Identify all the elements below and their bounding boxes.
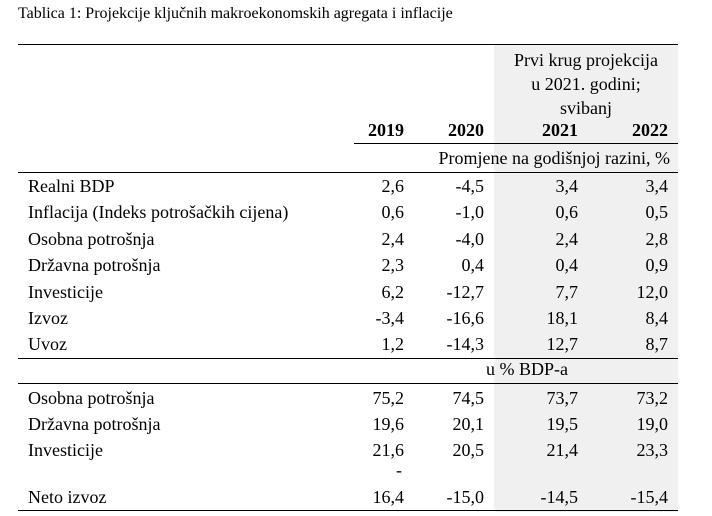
cell-2020: 20,5 (452, 440, 484, 460)
year-header-2020: 2020 (448, 120, 484, 140)
row-label: Državna potrošnja (28, 414, 161, 434)
cell-2022: 3,4 (645, 176, 668, 196)
row-label: Osobna potrošnja (28, 388, 155, 408)
table-row (0, 385, 712, 411)
header-rule (354, 143, 678, 144)
row-label: Izvoz (28, 308, 68, 328)
table-row (0, 305, 712, 331)
table-row (0, 199, 712, 225)
cell-2019: 2,4 (381, 228, 404, 249)
cell-2019: 0,6 (381, 202, 404, 223)
cell-2019: 2,3 (381, 255, 404, 276)
cell-2022: 8,7 (645, 334, 668, 355)
cell-2019: 6,2 (381, 281, 404, 302)
cell-2021: -14,5 (540, 487, 578, 507)
bottom-rule (18, 510, 678, 511)
cell-2019: 21,6 (372, 440, 404, 460)
table-row (0, 484, 712, 510)
cell-2021: 0,6 (555, 202, 578, 223)
row-label: Inflacija (Indeks potrošačkih cijena) (28, 202, 289, 223)
cell-2021: 73,7 (546, 388, 578, 408)
cell-2019: 2,6 (381, 176, 404, 196)
row-label: Investicije (28, 440, 103, 460)
cell-2019: -3,4 (375, 308, 404, 328)
row-label: Uvoz (28, 334, 67, 355)
table-row (0, 437, 712, 463)
cell-2022: 2,8 (645, 228, 668, 249)
table-row (0, 173, 712, 199)
cell-2020: -14,3 (446, 334, 484, 355)
cell-2020: 20,1 (452, 414, 484, 434)
cell-2020: -16,6 (446, 308, 484, 328)
cell-2020: -15,0 (446, 487, 484, 507)
row-label: Investicije (28, 281, 103, 302)
cell-2022: 12,0 (636, 281, 668, 302)
cell-2020: -12,7 (446, 281, 484, 302)
stray-dash: - (396, 460, 402, 480)
row-label: Realni BDP (28, 176, 115, 196)
cell-2021: 0,4 (555, 255, 578, 276)
cell-2022: 23,3 (636, 440, 668, 460)
year-header-2021: 2021 (542, 120, 578, 140)
section-title-annual-change: Promjene na godišnjoj razini, % (438, 148, 670, 168)
cell-2020: 74,5 (452, 388, 484, 408)
cell-2022: 0,9 (645, 255, 668, 276)
cell-2021: 2,4 (555, 228, 578, 249)
table-row (0, 331, 712, 357)
section2-rule (18, 383, 678, 384)
year-header-2022: 2022 (632, 120, 668, 140)
table-row (0, 252, 712, 278)
projection-header-line: svibanj (560, 98, 612, 118)
cell-2019: 1,2 (381, 334, 404, 355)
projection-header-line: Prvi krug projekcija (514, 50, 658, 70)
cell-2020: -4,5 (455, 176, 484, 196)
cell-2020: -4,0 (455, 228, 484, 249)
row-label: Osobna potrošnja (28, 228, 155, 249)
cell-2021: 12,7 (546, 334, 578, 355)
cell-2020: -1,0 (455, 202, 484, 223)
year-header-2019: 2019 (368, 120, 404, 140)
table-row (0, 411, 712, 437)
table-caption: Tablica 1: Projekcije ključnih makroekonomskih agregata i inflacije (18, 5, 453, 22)
row-label: Neto izvoz (28, 487, 107, 507)
cell-2022: -15,4 (630, 487, 668, 507)
cell-2019: 75,2 (372, 388, 404, 408)
section-title-percent-gdp: u % BDP-a (486, 359, 568, 379)
projection-header (494, 48, 678, 120)
cell-2022: 73,2 (636, 388, 668, 408)
table-row (0, 226, 712, 252)
cell-2022: 8,4 (645, 308, 668, 328)
row-label: Državna potrošnja (28, 255, 161, 276)
projection-header-line: u 2021. godini; (531, 74, 641, 94)
cell-2019: 19,6 (372, 414, 404, 434)
cell-2021: 18,1 (546, 308, 578, 328)
cell-2021: 7,7 (555, 281, 578, 302)
cell-2019: 16,4 (372, 487, 404, 507)
cell-2022: 19,0 (636, 414, 668, 434)
cell-2020: 0,4 (461, 255, 484, 276)
top-rule (18, 44, 678, 45)
cell-2021: 3,4 (555, 176, 578, 196)
cell-2021: 19,5 (546, 414, 578, 434)
table-row (0, 279, 712, 305)
cell-2021: 21,4 (546, 440, 578, 460)
cell-2022: 0,5 (645, 202, 668, 223)
